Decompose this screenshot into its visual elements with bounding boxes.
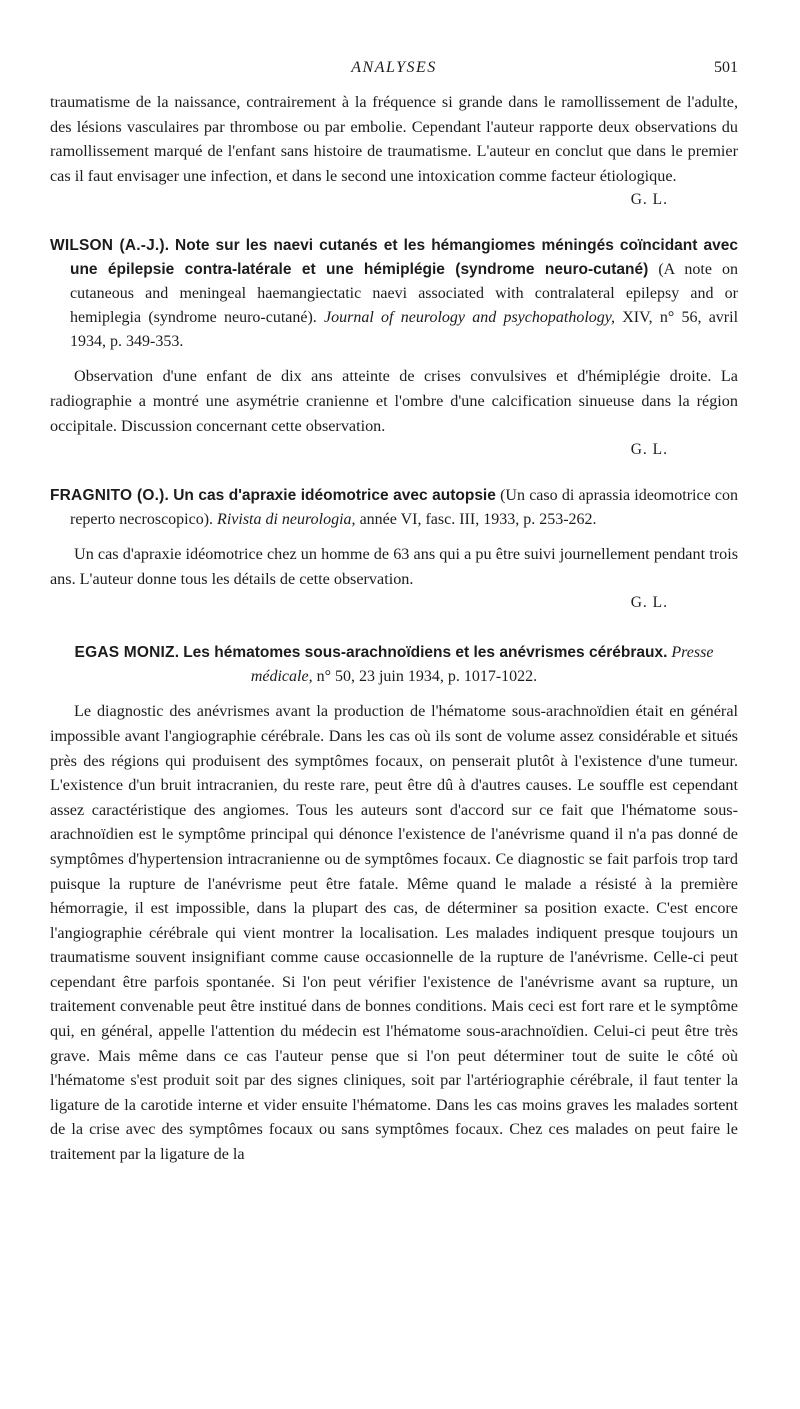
article-fragnito-title: Un cas d'apraxie idéomotrice avec autopsie: [173, 487, 496, 505]
page-header: [50, 59, 738, 81]
running-title: ANALYSES: [351, 59, 437, 76]
article-fragnito-reference: année VI, fasc. III, 1933, p. 253-262.: [359, 511, 597, 529]
intro-paragraph: traumatisme de la naissance, contrairement à la fréquence si grande dans le ramollissement de l'adulte, des lésions vasculaires par thrombose ou par embolie. Cependant l'auteur rapporte deux observations du ramollissement marqué de l'enfant sans histoire de traumatisme. L'auteur en conclut que dans le premier cas il faut envisager une infection, et dans le second une intoxication comme facteur étiologique.: [50, 93, 738, 185]
article-fragnito-signature: G. L.: [630, 594, 668, 612]
article-wilson-author: WILSON (A.-J.).: [50, 237, 170, 255]
article-fragnito-journal: Rivista di neurologia,: [217, 511, 356, 529]
article-fragnito-original-title: (Un caso di aprassia ideomotrice con reperto necroscopico).: [70, 487, 738, 529]
article-moniz-entry: [50, 641, 738, 689]
page-body: [50, 90, 738, 1167]
page-number: 501: [714, 59, 738, 76]
article-wilson-entry: [50, 234, 738, 354]
article-fragnito-author: FRAGNITO (O.).: [50, 487, 169, 505]
article-wilson-signature: G. L.: [630, 441, 668, 459]
intro-signature: G. L.: [630, 191, 668, 209]
article-wilson-reference: XIV, n° 56, avril 1934, p. 349-353.: [70, 309, 739, 351]
article-fragnito-entry: [50, 484, 738, 532]
article-moniz-title: Les hématomes sous-arachnoïdiens et les anévrismes cérébraux.: [183, 644, 668, 662]
article-moniz-reference: n° 50, 23 juin 1934, p. 1017-1022.: [316, 668, 538, 686]
article-wilson-title: Note sur les naevi cutanés et les hémangiomes méningés coïncidant avec une épilepsie contra-latérale et une hémiplégie (syndrome neuro-cutané): [70, 237, 738, 279]
article-moniz-author: EGAS MONIZ.: [74, 644, 180, 662]
article-wilson-abstract: Observation d'une enfant de dix ans atteinte de crises convulsives et d'hémiplégie droite. La radiographie a montré une asymétrie cranienne et l'ombre d'une calcification sinueuse dans la région occipitale. Discussion concernant cette observation.: [50, 367, 738, 435]
article-fragnito-abstract: Un cas d'apraxie idéomotrice chez un homme de 63 ans qui a pu être suivi journellement pendant trois ans. L'auteur donne tous les détails de cette observation.: [50, 545, 738, 588]
article-wilson-original-title: (A note on cutaneous and meningeal haemangiectatic naevi associated with contralateral epilepsy and or hemiplegia (syndrome neuro-cutané).: [70, 261, 738, 327]
article-wilson-journal: Journal of neurology and psychopathology,: [324, 309, 615, 327]
article-moniz-abstract: Le diagnostic des anévrismes avant la production de l'hématome sous-arachnoïdien était en général impossible avant l'angiographie cérébrale. Dans les cas où ils sont de volume assez considérable et situés près des régions qui produisent des symptômes focaux, on penserait plutôt à l'existence d'une tumeur. L'existence d'un bruit intracranien, du reste rare, peut être dû à d'autres causes. Le souffle est cependant assez caractéristique des angiomes. Tous les auteurs sont d'accord sur ce fait que l'hématome sous-arachnoïdien est le symptôme principal qui dénonce l'existence de l'anévrisme quand il n'a pas donné de symptômes d'hypertension intracranienne ou de symptômes focaux. Ce diagnostic se fait parfois trop tard puisque la rupture de l'anévrisme peut être fatale. Même quand le malade a résisté à la première hémorragie, il est impossible, dans la plupart des cas, de déterminer sa position exacte. C'est encore l'angiographie cérébrale qui vient montrer la localisation. Les malades indiquent presque toujours un traumatisme souvent insignifiant comme cause occasionnelle de la rupture de l'anévrisme. Celle-ci peut cependant être parfois spontanée. Si l'on peut vérifier l'existence de l'anévrisme avant sa rupture, un traitement convenable peut être institué dans de bonnes conditions. Mais ceci est fort rare et le symptôme qui, en général, appelle l'attention du médecin est l'hématome sous-arachnoïdien. Celui-ci peut être très grave. Mais même dans ce cas l'auteur pense que si l'on peut déterminer tout de suite le côté où l'hématome s'est produit soit par des signes cliniques, soit par l'artériographie cérébrale, il faut tenter la ligature de la carotide interne et vider ensuite l'hématome. Dans les cas moins graves les malades sortent de la crise avec des symptômes focaux ou sans symptômes focaux. Chez ces malades on peut faire le traitement par la ligature de la: [50, 702, 738, 1164]
article-moniz-journal: Presse médicale,: [250, 644, 714, 686]
